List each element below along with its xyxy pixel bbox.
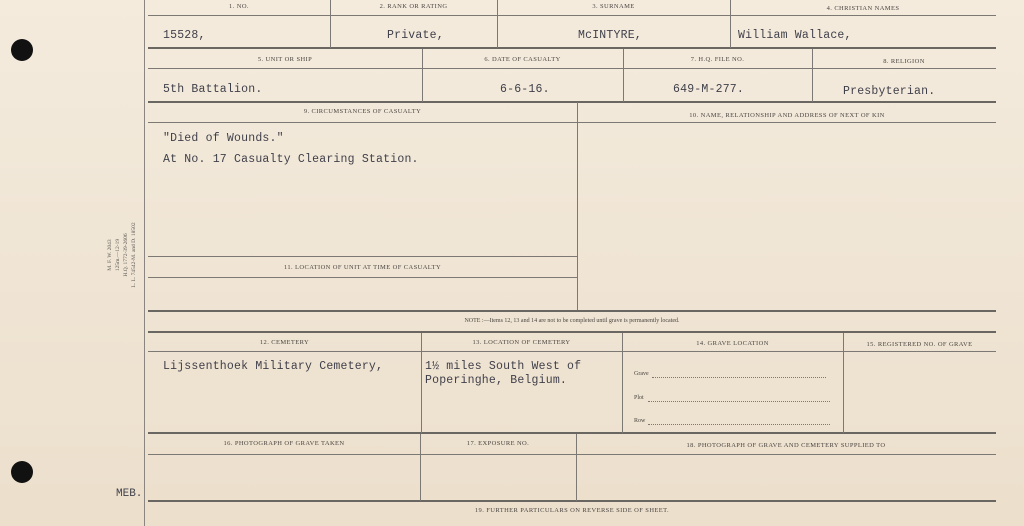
cemetery-value: Lijssenthoek Military Cemetery, bbox=[163, 360, 384, 373]
rule bbox=[843, 333, 844, 433]
rule bbox=[812, 49, 813, 102]
binder-hole-bottom bbox=[11, 461, 33, 483]
surname-value: McINTYRE, bbox=[578, 29, 642, 42]
header-date: 6. DATE OF CASUALTY bbox=[484, 56, 561, 63]
rule bbox=[148, 351, 996, 352]
cemetery-location-line-2: Poperinghe, Belgium. bbox=[425, 374, 568, 387]
header-cemetery-location: 13. LOCATION OF CEMETERY bbox=[472, 339, 571, 346]
grave-label: Grave bbox=[634, 371, 649, 377]
binder-hole-top bbox=[11, 39, 33, 61]
religion-value: Presbyterian. bbox=[843, 85, 936, 98]
row-label: Row bbox=[634, 418, 646, 424]
header-unit: 5. UNIT OR SHIP bbox=[257, 56, 313, 63]
plot-label: Plot bbox=[634, 395, 644, 401]
footer-further-particulars: 19. FURTHER PARTICULARS ON REVERSE SIDE OF SHEET. bbox=[474, 507, 670, 514]
rule bbox=[148, 68, 996, 69]
rule bbox=[148, 277, 577, 278]
rule bbox=[148, 47, 996, 49]
circumstances-line-1: "Died of Wounds." bbox=[163, 132, 284, 145]
rule bbox=[148, 256, 577, 257]
header-photo-supplied: 18. PHOTOGRAPH OF GRAVE AND CEMETERY SUPPLIED TO bbox=[686, 442, 886, 449]
rule bbox=[148, 500, 996, 502]
clerk-initials: MEB. bbox=[116, 488, 143, 500]
rule bbox=[622, 333, 623, 433]
side-print-line-2: 125m.—12-19 bbox=[115, 238, 121, 272]
side-print bbox=[106, 210, 138, 300]
header-circumstances: 9. CIRCUMSTANCES OF CASUALTY bbox=[303, 108, 422, 115]
header-cemetery: 12. CEMETERY bbox=[259, 339, 310, 346]
header-next-of-kin: 10. NAME, RELATIONSHIP AND ADDRESS OF NEXT OF KIN bbox=[689, 112, 885, 119]
unit-value: 5th Battalion. bbox=[163, 83, 263, 96]
rule bbox=[148, 101, 996, 103]
grave-line bbox=[652, 377, 826, 378]
christian-names-value: William Wallace, bbox=[738, 29, 852, 42]
row-line bbox=[648, 424, 830, 425]
rule bbox=[421, 333, 422, 433]
circumstances-line-2: At No. 17 Casualty Clearing Station. bbox=[163, 153, 419, 166]
note-text: NOTE :—Items 12, 13 and 14 are not to be completed until grave is permanently located. bbox=[464, 318, 680, 324]
rule bbox=[148, 15, 996, 16]
hq-file-value: 649-M-277. bbox=[673, 83, 745, 96]
side-print-line-3: H.Q. 1772-39-2606 bbox=[123, 233, 129, 277]
rule bbox=[148, 432, 996, 434]
header-religion: 8. RELIGION bbox=[883, 58, 925, 65]
rule bbox=[148, 331, 996, 333]
plot-line bbox=[648, 401, 830, 402]
header-hq-file: 7. H.Q. FILE NO. bbox=[690, 56, 745, 63]
cemetery-location-line-1: 1½ miles South West of bbox=[425, 360, 582, 373]
rule bbox=[148, 454, 996, 455]
header-exposure: 17. EXPOSURE NO. bbox=[466, 440, 530, 447]
margin-line bbox=[144, 0, 145, 526]
rule bbox=[148, 122, 996, 123]
side-print-line-1: M. F. W. 2043 bbox=[107, 239, 113, 271]
header-christian-names: 4. CHRISTIAN NAMES bbox=[826, 5, 900, 12]
rank-value: Private, bbox=[387, 29, 444, 42]
header-rank: 2. RANK OR RATING bbox=[379, 3, 448, 10]
header-surname: 3. SURNAME bbox=[592, 3, 635, 10]
header-registered-no: 15. REGISTERED NO. OF GRAVE bbox=[866, 341, 973, 348]
rule bbox=[577, 102, 578, 310]
rule bbox=[148, 310, 996, 312]
side-print-line-4: L. L. 74542-M. and D. 18502 bbox=[131, 222, 137, 288]
header-no: 1. NO. bbox=[229, 3, 249, 10]
header-location-of-unit: 11. LOCATION OF UNIT AT TIME OF CASUALTY bbox=[283, 264, 442, 271]
date-value: 6-6-16. bbox=[500, 83, 550, 96]
service-number: 15528, bbox=[163, 29, 206, 42]
header-grave-location: 14. GRAVE LOCATION bbox=[696, 340, 769, 347]
header-photo-taken: 16. PHOTOGRAPH OF GRAVE TAKEN bbox=[223, 440, 345, 447]
